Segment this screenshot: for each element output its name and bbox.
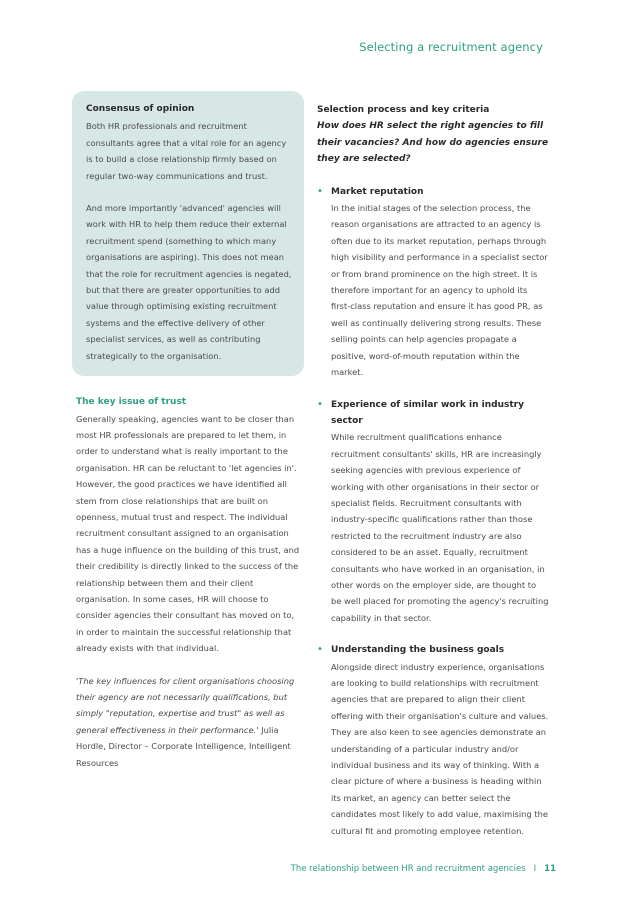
trust-section (76, 394, 304, 771)
right-column (317, 102, 549, 855)
selection-question: How does HR select the right agencies to fill their vacancies? And how do agencies ensure they are selected? (317, 121, 549, 165)
bullet-title: Experience of similar work in industry sector (331, 399, 524, 426)
bullet-business-goals (317, 642, 549, 839)
callout-paragraph-1: Both HR professionals and recruitment consultants agree that a vital role for an agency is to build a close relationship firmly based on regular two-way communications and trust. (86, 121, 287, 181)
trust-quote (76, 673, 304, 771)
selection-heading: Selection process and key criteria (317, 105, 490, 115)
quote-attribution: Julia Hordle, Director – Corporate Intelligence, Intelligent Resources (76, 724, 291, 768)
bullet-body: While recruitment qualifications enhance recruitment consultants' skills, HR are increasingly seeking agencies with previous experience of working with other organisations in their sector or specialist fields. Recruitment consultants with industry-specific qualifications rather than those restricted to the recruitment industry are also considered to be an asset. Equally, recruitment consultants who have worked in an organisation, in other words on the employer side, are thought to be well placed for promoting the agency's recruiting capability in that sector. (331, 432, 549, 623)
page-footer (291, 864, 556, 874)
bullet-title: Market reputation (331, 186, 424, 197)
footer-separator: I (533, 864, 537, 874)
bullet-title: Understanding the business goals (331, 645, 505, 656)
trust-body: Generally speaking, agencies want to be closer than most HR professionals are prepared to let them, in order to understand what is really important to the organisation. HR can be reluctant to 'let agencies in'. However, the good practices we have identified all stem from close relationships that are built on openness, mutual trust and respect. The individual recruitment consultant assigned to an organisation has a huge influence on the building of this trust, and their credibility is directly linked to the success of the relationship between them and their client organisation. In some cases, HR will choose to consider agencies their consultant has moved on to, in order to maintain the successful relationship that already exists with that individual. (76, 413, 300, 654)
bullet-industry-experience (317, 397, 549, 627)
bullet-body: Alongside direct industry experience, organisations are looking to build relationships with recruitment agencies that are prepared to align their client offering with their organisation's culture and values. They are also keen to see agencies demonstrate an understanding of a particular industry and/or individual business and its way of thinking. With a clear picture of where a business is heading within its market, an agency can better select the candidates most likely to add value, maximising the cultural fit and promoting employee retention. (331, 661, 549, 836)
footer-text: The relationship between HR and recruitment agencies (290, 864, 526, 874)
bullet-market-reputation (317, 184, 549, 381)
bullet-body: In the initial stages of the selection process, the reason organisations are attracted to an agency is often due to its market reputation, perhaps through high visibility and performance in a specialist sector or from brand prominence on the high street. It is therefore important for an agency to uphold its first-class reputation and ensure it has good PR, as well as continually delivering strong results. These selling points can help agencies propagate a positive, word-of-mouth reputation within the market. (331, 203, 548, 378)
running-header: Selecting a recruitment agency (359, 40, 543, 54)
bullet-icon: • (317, 185, 323, 197)
quote-text: 'The key influences for client organisations choosing their agency are not necessarily qualifications, but simply "reputation, expertise and trust" as well as general effectiveness in their performance.' (76, 675, 295, 735)
callout-box (72, 91, 304, 376)
trust-heading: The key issue of trust (76, 397, 187, 408)
left-column (76, 91, 304, 787)
callout-title: Consensus of opinion (86, 104, 195, 114)
page-number: 11 (544, 864, 556, 874)
callout-paragraph-2: And more importantly 'advanced' agencies will work with HR to help them reduce their external recruitment spend (something to which many organisations are aspiring). This does not mean that the role for recruitment agencies is negated, but that there are greater opportunities to add value through optimising existing recruitment systems and the effective delivery of other specialist services, as well as contributing strategically to the organisation. (86, 203, 292, 361)
bullet-icon: • (317, 644, 323, 656)
bullet-icon: • (317, 398, 323, 410)
